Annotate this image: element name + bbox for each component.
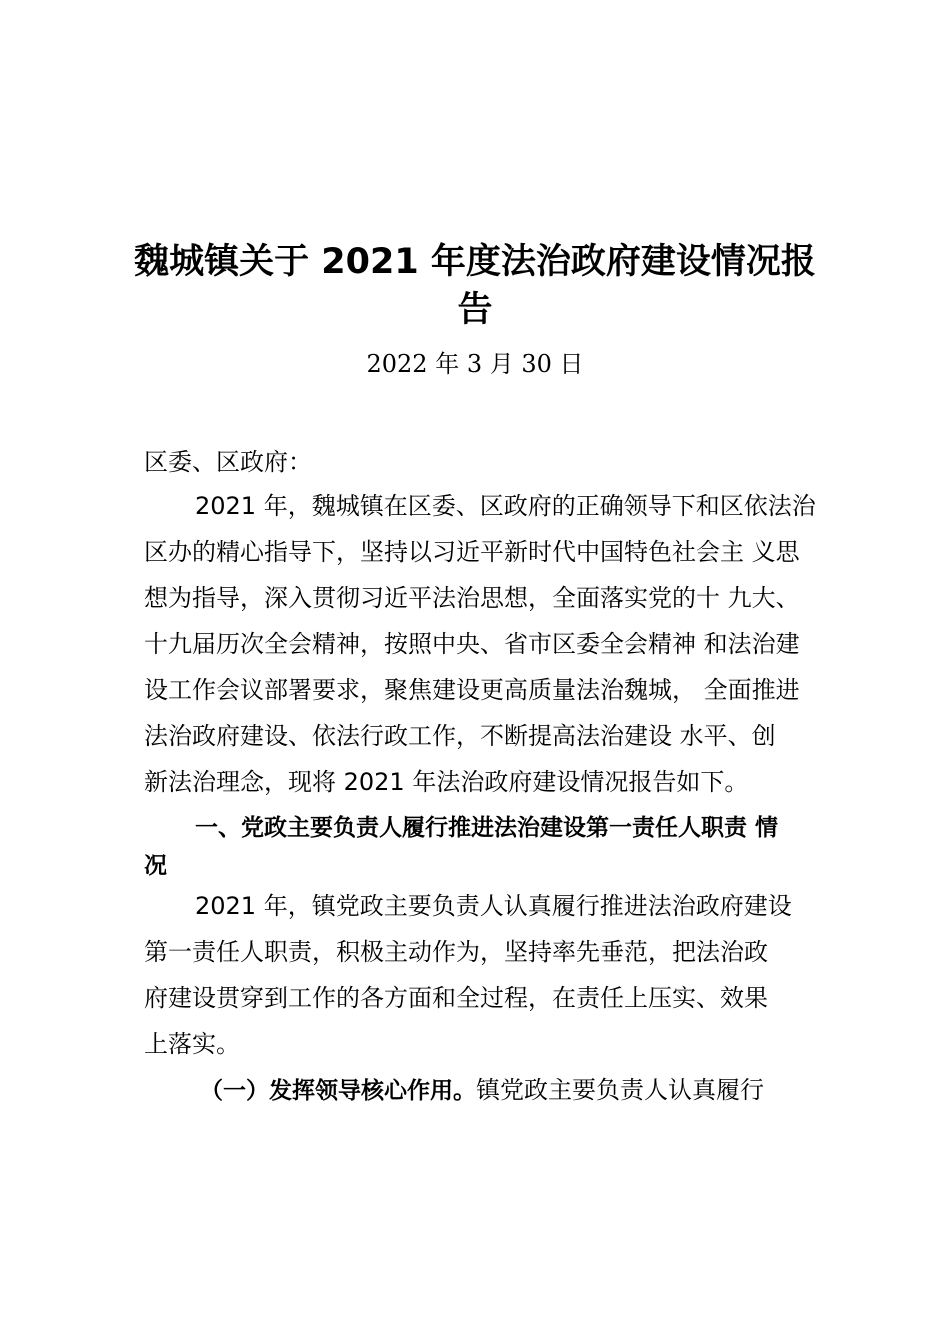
paragraph-1-line: 设工作会议部署要求，聚焦建设更高质量法治魏城， 全面推进 bbox=[144, 676, 800, 704]
document-title-line-1: 魏城镇关于 2021 年度法治政府建设情况报 bbox=[134, 242, 816, 282]
subsection-1-heading: （一）发挥领导核心作用。 bbox=[200, 1078, 476, 1104]
paragraph-1-line: 区办的精心指导下，坚持以习近平新时代中国特色社会主 义思 bbox=[144, 538, 800, 566]
paragraph-2-line: 府建设贯穿到工作的各方面和全过程，在责任上压实、效果 bbox=[144, 984, 768, 1012]
paragraph-1-line: 法治政府建设、依法行政工作，不断提高法治建设 水平、创 bbox=[144, 722, 776, 750]
paragraph-2-line: 第一责任人职责，积极主动作为，坚持率先垂范，把法治政 bbox=[144, 938, 768, 966]
paragraph-1-line: 想为指导，深入贯彻习近平法治思想，全面落实党的十 九大、 bbox=[144, 584, 800, 612]
salutation: 区委、区政府： bbox=[144, 448, 312, 476]
document-title-line-2: 告 bbox=[457, 290, 493, 330]
section-heading-1-line: 一、党政主要负责人履行推进法治建设第一责任人职责 情 bbox=[195, 815, 779, 841]
subsection-1-text: 镇党政主要负责人认真履行 bbox=[476, 1076, 764, 1104]
paragraph-2-line: 2021 年，镇党政主要负责人认真履行推进法治政府建设 bbox=[195, 892, 792, 920]
document-date: 2022 年 3 月 30 日 bbox=[366, 350, 584, 378]
subsection-1-line bbox=[200, 1070, 764, 1111]
paragraph-1-line: 2021 年，魏城镇在区委、区政府的正确领导下和区依法治 bbox=[195, 492, 816, 520]
paragraph-1-line: 新法治理念，现将 2021 年法治政府建设情况报告如下。 bbox=[144, 768, 749, 796]
paragraph-1-line: 十九届历次全会精神，按照中央、省市区委全会精神 和法治建 bbox=[144, 630, 800, 658]
paragraph-2-line: 上落实。 bbox=[144, 1030, 240, 1058]
section-heading-1-line: 况 bbox=[144, 853, 167, 879]
